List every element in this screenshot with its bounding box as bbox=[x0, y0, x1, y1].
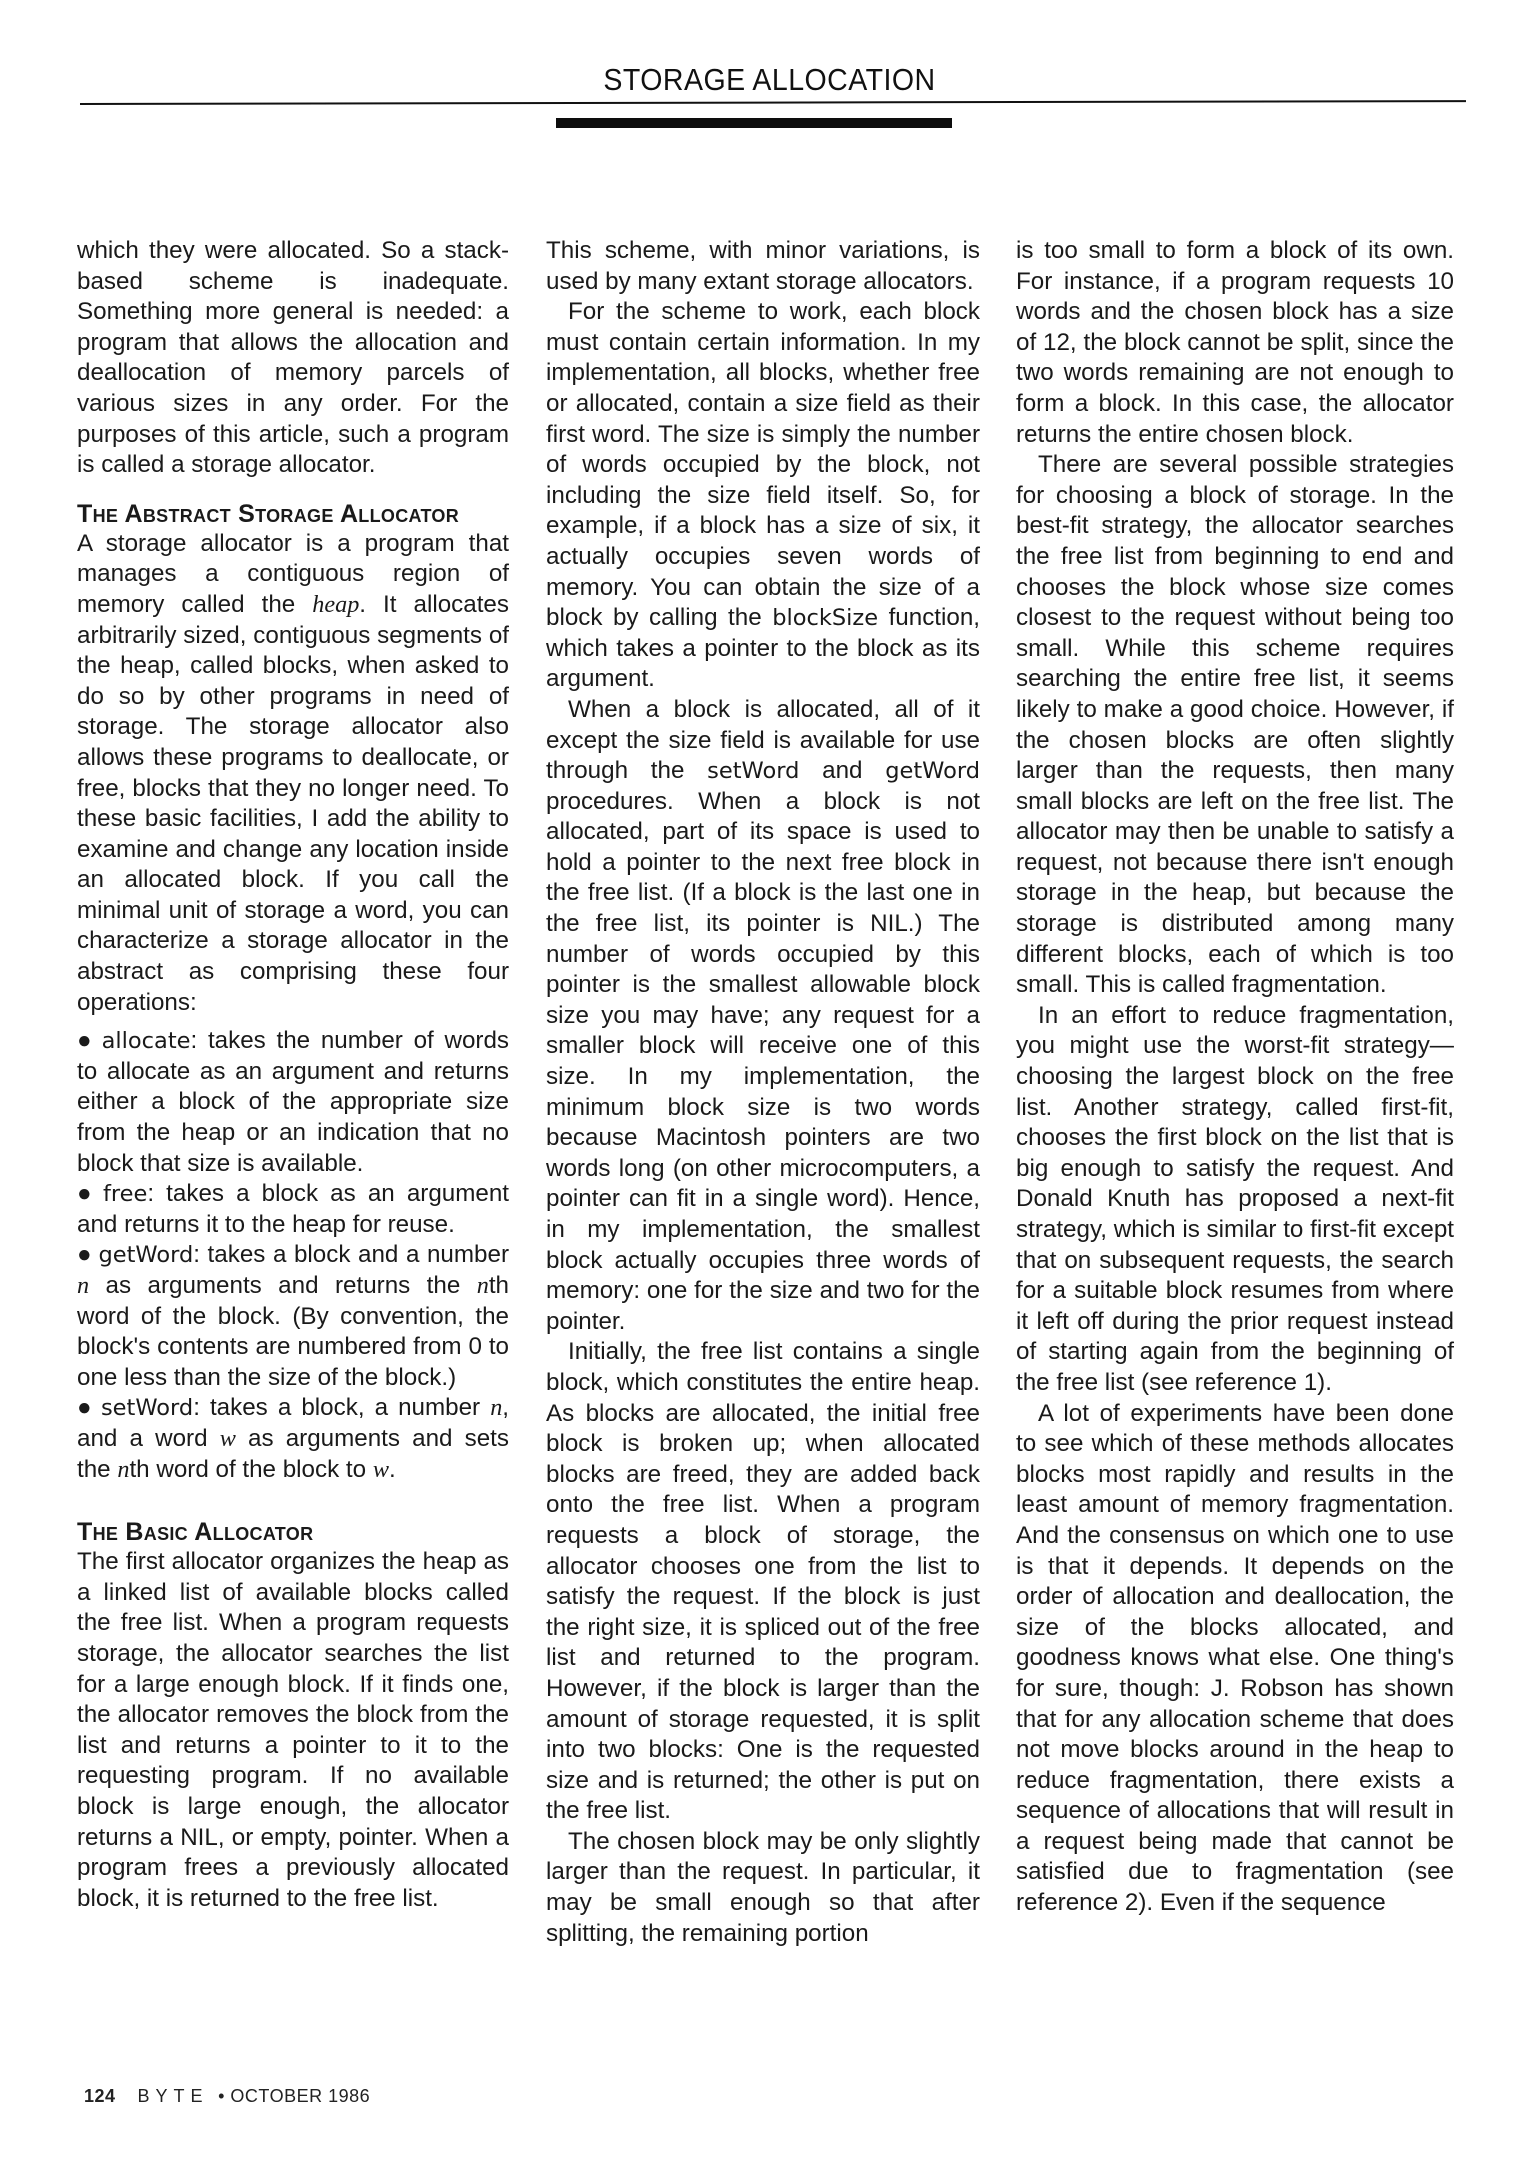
paragraph: For the scheme to work, each block must contain certain information. In my implementation, all blocks, whether free or allocated, contain a size field as their first word. The size is simply the number of words occupied by the block, not including the size field itself. So, for example, if a block has a size of six, it actually occupies seven words of memory. You can obtain the size of a block by calling the blockSize function, which takes a pointer to the block as its argument. bbox=[546, 298, 981, 693]
paragraph: This scheme, with minor variations, is used by many extant storage allocators. bbox=[546, 237, 980, 295]
operations-list bbox=[77, 1026, 509, 1485]
paragraph: There are several possible strategies for choosing a block of storage. In the best-fit strategy, the allocator searches the free list from beginning to end and chooses the block whose size comes closest to the request without being too small. While this scheme requires searching the entire free list, it seems likely to make a good choice. However, if the chosen blocks are often slightly larger than the requests, then many small blocks are left on the free list. The allocator may then be unable to satisfy a request, not because there isn't enough storage in the heap, but because the storage is distributed among many different blocks, each of which is too small. This is called fragmentation. bbox=[1016, 451, 1454, 999]
paragraph: In an effort to reduce fragmentation, you might use the worst-fit strategy—choosing the largest block on the free list. Another strategy, called first-fit, chooses the first block on the list that is big enough to satisfy the request. And Donald Knuth has proposed a next-fit strategy, which is similar to first-fit except that on subsequent requests, the search for a suitable block resumes from where it left off during the prior request instead of starting again from the beginning of the free list (see reference 1). bbox=[1016, 1001, 1454, 1396]
list-item-allocate: ● allocate: takes the number of words to allocate as an argument and returns either a block of the appropriate size from the heap or an indication that no block that size is available. bbox=[77, 1027, 509, 1177]
magazine-name: BYTE bbox=[137, 2086, 209, 2106]
header-black-bar bbox=[556, 118, 952, 128]
term-setword: setWord bbox=[707, 758, 800, 785]
term-blocksize: blockSize bbox=[772, 605, 879, 632]
term-allocate: allocate bbox=[101, 1028, 191, 1055]
header-rule bbox=[80, 100, 1466, 105]
term-getword: getWord bbox=[885, 758, 980, 785]
page-number: 124 bbox=[84, 2086, 116, 2106]
paragraph: The first allocator organizes the heap as a linked list of available blocks called the free list. When a program requests storage, the allocator searches the list for a large enough block. If it finds one, the allocator removes the block from the list and returns a pointer to it to the requesting program. If no available block is large enough, the allocator returns a NIL, or empty, pointer. When a program frees a previously allocated block, it is returned to the free list. bbox=[77, 1548, 509, 1912]
paragraph: Initially, the free list contains a single block, which constitutes the entire heap. As blocks are allocated, the initial free block is broken up; when allocated blocks are freed, they are added back onto the free list. When a program requests a block of storage, the allocator chooses one from the list to satisfy the request. If the block is just the right size, it is spliced out of the free list and returned to the program. However, if the block is larger than the amount of storage requested, it is split into two blocks: One is the requested size and is returned; the other is put on the free list. bbox=[546, 1338, 980, 1825]
paragraph: A storage allocator is a program that manages a contiguous region of memory called the heap. It allocates arbitrarily sized, contiguous segments of the heap, called blocks, when asked to do so by other programs in need of storage. The storage allocator also allows these programs to deallocate, or free, blocks that they no longer need. To these basic facilities, I add the ability to examine and change any location inside an allocated block. If you call the minimal unit of storage a word, you can characterize a storage allocator in the abstract as comprising these four operations: bbox=[77, 529, 509, 1016]
text-column-2 bbox=[546, 236, 980, 1949]
page-folio bbox=[84, 2086, 370, 2107]
paragraph: When a block is allocated, all of it except the size field is available for use through the setWord and getWord procedures. When a block is not allocated, part of its space is used to hold a pointer to the next free block in the free list. (If a block is the last one in the free list, its pointer is NIL.) The number of words occupied by this pointer is the smallest allowable block size you may have; any request for a smaller block will receive one of this size. In my implementation, the minimum block size is two words because Macintosh pointers are two words long (on other microcomputers, a pointer can fit in a single word). Hence, in my implementation, the smallest block actually occupies three words of memory: one for the size and two for the pointer. bbox=[546, 695, 980, 1335]
emphasis-heap: heap bbox=[312, 590, 360, 618]
paragraph: is too small to form a block of its own. For instance, if a program requests 10 words and the chosen block has a size of 12, the block cannot be split, since the two words remaining are not enough to form a block. In this case, the allocator returns the entire chosen block. bbox=[1016, 237, 1454, 448]
bullet-icon: ● bbox=[77, 1394, 95, 1422]
term-setword: setWord bbox=[100, 1395, 194, 1422]
text-column-3 bbox=[1016, 236, 1454, 1919]
list-item-getword: ● getWord: takes a block and a number n as arguments and returns the nth word of the block. (By convention, the block's contents are numbered from 0 to one less than the size of the block.) bbox=[77, 1241, 509, 1391]
section-heading-basic-allocator: The Basic Allocator bbox=[77, 1518, 314, 1547]
paragraph: which they were allocated. So a stack-based scheme is inadequate. Something more general is needed: a program that allows the allocation and deallocation of memory parcels of various sizes in any order. For the purposes of this article, such a program is called a storage allocator. bbox=[77, 237, 509, 479]
separator-dot: • bbox=[218, 2086, 225, 2106]
term-getword: getWord bbox=[98, 1242, 194, 1269]
term-free: free bbox=[102, 1181, 148, 1208]
paragraph: A lot of experiments have been done to see which of these methods allocates blocks most rapidly and results in the least amount of memory fragmentation. And the consensus on which one to use is that it depends. It depends on the order of allocation and deallocation, the size of the blocks allocated, and goodness knows what else. One thing's for sure, though: J. Robson has shown that for any allocation scheme that does not move blocks around in the heap to reduce fragmentation, there exists a sequence of allocations that will result in a request being made that cannot be satisfied due to fragmentation (see reference 2). Even if the sequence bbox=[1016, 1399, 1454, 1917]
paragraph: The chosen block may be only slightly larger than the request. In particular, it may be small enough so that after splitting, the remaining portion bbox=[546, 1827, 980, 1947]
issue-date: OCTOBER 1986 bbox=[230, 2086, 371, 2106]
bullet-icon: ● bbox=[77, 1180, 97, 1208]
section-heading-abstract-storage-allocator: The Abstract Storage Allocator bbox=[77, 499, 460, 528]
running-head-title: STORAGE ALLOCATION bbox=[603, 62, 936, 97]
text-column-1 bbox=[77, 236, 509, 1914]
bullet-icon: ● bbox=[77, 1241, 93, 1269]
list-item-setword: ● setWord: takes a block, a number n, and a word w as arguments and sets the nth word of the block to w. bbox=[77, 1394, 510, 1483]
bullet-icon: ● bbox=[77, 1027, 96, 1055]
list-item-free: ● free: takes a block as an argument and returns it to the heap for reuse. bbox=[77, 1180, 509, 1238]
